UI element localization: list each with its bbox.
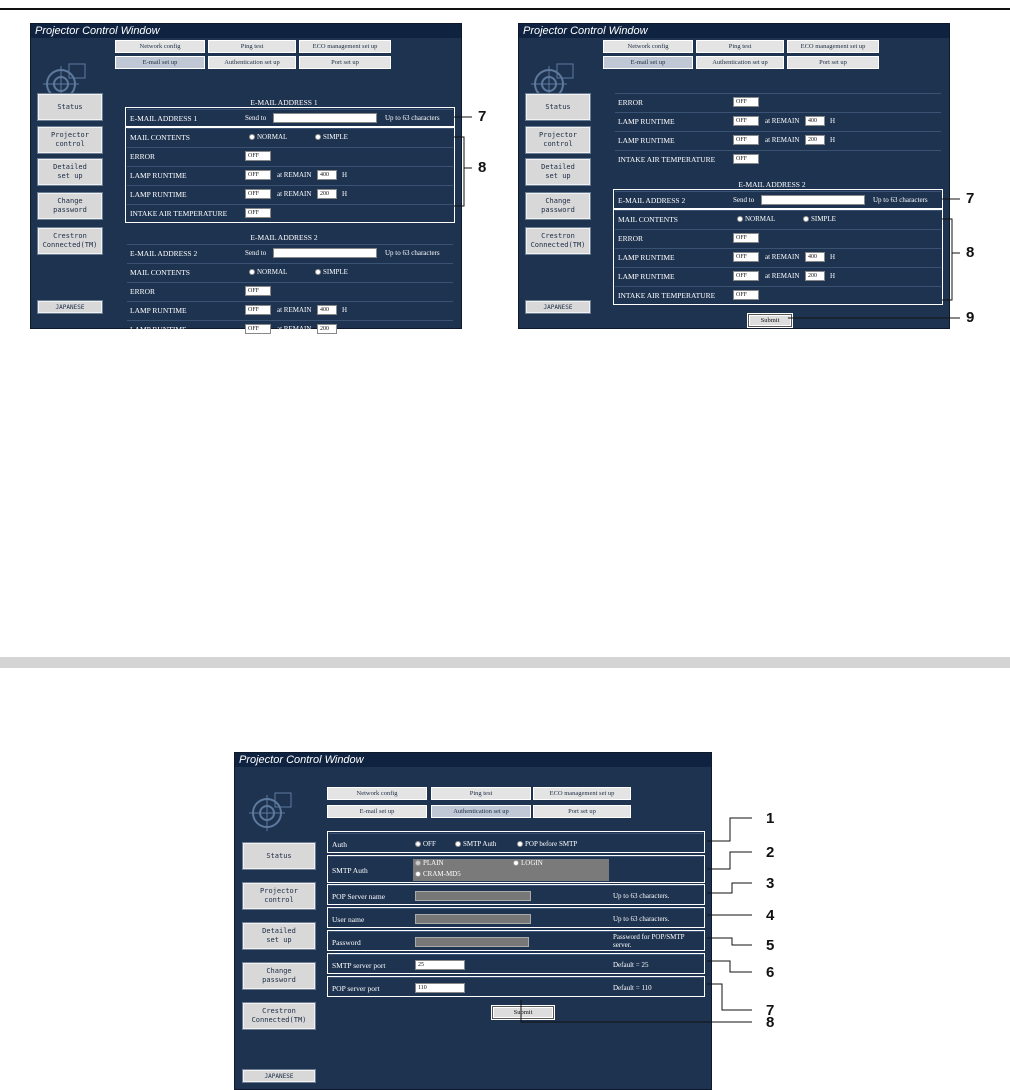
remain-400-input-2[interactable]: 400 (317, 305, 337, 315)
nav-change-password-button[interactable]: Change password (526, 193, 590, 219)
error-select[interactable]: OFF (733, 97, 759, 107)
user-name-row: User name Up to 63 characters. (329, 908, 703, 928)
highlight-box-4 (327, 907, 705, 928)
lamp-runtime-row-1: LAMP RUNTIME OFF at REMAIN 400 H (615, 112, 941, 129)
tab-eco[interactable]: ECO management set up (787, 40, 879, 53)
nav-projector-control-button[interactable]: Projector control (526, 127, 590, 153)
mail-contents-row: MAIL CONTENTS NORMAL SIMPLE (127, 128, 453, 145)
callout-8-top-right: 8 (966, 244, 975, 261)
email-address-2-title: E-MAIL ADDRESS 2 (738, 180, 806, 189)
nav-projector-control-button[interactable]: Projector control (243, 883, 315, 909)
callout-5: 5 (766, 937, 775, 954)
nav-projector-control-button[interactable]: Projector control (38, 127, 102, 153)
callout-4: 4 (766, 907, 775, 924)
email-address-2-row: E-MAIL ADDRESS 2 Send to Up to 63 characters (615, 191, 941, 208)
callout-3: 3 (766, 875, 775, 892)
auth-pop-radio[interactable]: POP before SMTP (517, 840, 577, 848)
tab-email[interactable]: E-mail set up (327, 805, 427, 818)
normal-radio[interactable]: NORMAL (249, 133, 287, 141)
nav-japanese-button[interactable]: JAPANESE (526, 301, 590, 313)
tab-eco[interactable]: ECO management set up (533, 787, 631, 800)
content-panel (603, 38, 941, 328)
email-address-2-input[interactable] (273, 248, 377, 258)
highlight-box-7 (613, 189, 943, 209)
content-panel (319, 767, 707, 1089)
simple-radio-2[interactable]: SIMPLE (315, 268, 348, 276)
normal-radio-2[interactable]: NORMAL (249, 268, 287, 276)
auth-off-radio[interactable]: OFF (415, 840, 436, 848)
remain-400-input[interactable]: 400 (317, 170, 337, 180)
tab-network-config[interactable]: Network config (115, 40, 205, 53)
projector-window-email-1 (30, 23, 462, 334)
lamp-runtime-select-1[interactable]: OFF (733, 116, 759, 126)
remain-200-input[interactable]: 200 (805, 135, 825, 145)
plain-radio[interactable]: PLAIN (415, 859, 444, 867)
mail-contents-row: MAIL CONTENTS NORMAL SIMPLE (615, 210, 941, 227)
error-select[interactable]: OFF (245, 151, 271, 161)
tab-port[interactable]: Port set up (787, 56, 879, 69)
email-address-2-title: E-MAIL ADDRESS 2 (250, 233, 318, 242)
callout-7-top-right: 7 (966, 190, 975, 207)
nav-status-button[interactable]: Status (526, 94, 590, 120)
highlight-box-9 (747, 313, 793, 328)
callout-6: 6 (766, 964, 775, 981)
error-row: ERROR OFF (615, 93, 941, 110)
login-radio[interactable]: LOGIN (513, 859, 543, 867)
lamp-runtime-select-3[interactable]: OFF (733, 252, 759, 262)
remain-200-input-2[interactable]: 200 (317, 324, 337, 334)
tab-network-config[interactable]: Network config (603, 40, 693, 53)
lamp-runtime-select-1[interactable]: OFF (245, 170, 271, 180)
callout-1: 1 (766, 810, 775, 827)
tab-ping-test[interactable]: Ping test (696, 40, 784, 53)
nav-japanese-button[interactable]: JAPANESE (38, 301, 102, 313)
lamp-runtime-row-3: LAMP RUNTIME OFF at REMAIN 400 H (615, 248, 941, 265)
window-title: Projector Control Window (31, 24, 461, 38)
lamp-runtime-row-2: LAMP RUNTIME OFF at REMAIN 200 H (127, 185, 453, 202)
highlight-box-8 (125, 127, 455, 223)
tab-auth[interactable]: Authentication set up (696, 56, 784, 69)
lamp-runtime-select-4[interactable]: OFF (245, 324, 271, 334)
tab-auth[interactable]: Authentication set up (208, 56, 296, 69)
error-row-2: ERROR OFF (615, 229, 941, 246)
section-divider (0, 657, 1010, 668)
tab-auth[interactable]: Authentication set up (431, 805, 531, 818)
smtp-auth-row: SMTP Auth PLAIN LOGIN CRAM-MD5 (329, 856, 703, 882)
highlight-box-3 (327, 884, 705, 905)
tab-ping-test[interactable]: Ping test (431, 787, 531, 800)
nav-status-button[interactable]: Status (243, 843, 315, 869)
intake-air-row: INTAKE AIR TEMPERATURE OFF (615, 150, 941, 167)
auth-smtp-radio[interactable]: SMTP Auth (455, 840, 496, 848)
nav-detailed-setup-button[interactable]: Detailed set up (526, 159, 590, 185)
callout-2: 2 (766, 844, 775, 861)
tab-eco[interactable]: ECO management set up (299, 40, 391, 53)
projector-window-email-2 (518, 23, 950, 329)
projector-window-auth (234, 752, 712, 1090)
lamp-runtime-row-2: LAMP RUNTIME OFF at REMAIN 200 H (615, 131, 941, 148)
auth-row: Auth OFF SMTP Auth POP before SMTP (329, 833, 703, 853)
tab-email[interactable]: E-mail set up (115, 56, 205, 69)
nav-change-password-button[interactable]: Change password (243, 963, 315, 989)
highlight-box-8 (491, 1005, 555, 1020)
sidebar (31, 38, 103, 328)
smtp-port-row: SMTP server port 25 Default = 25 (329, 954, 703, 974)
cram-md5-radio[interactable]: CRAM-MD5 (415, 870, 461, 878)
smtp-port-input[interactable]: 25 (415, 960, 465, 970)
lamp-runtime-row-3: LAMP RUNTIME OFF at REMAIN 400 H (127, 301, 453, 318)
lamp-runtime-select-2[interactable]: OFF (245, 189, 271, 199)
lamp-runtime-select-3[interactable]: OFF (245, 305, 271, 315)
mail-contents-row-2: MAIL CONTENTS NORMAL SIMPLE (127, 263, 453, 280)
tab-network-config[interactable]: Network config (327, 787, 427, 800)
intake-air-row: INTAKE AIR TEMPERATURE OFF (127, 204, 453, 221)
email-address-1-row: E-MAIL ADDRESS 1 Send to Up to 63 characters (127, 109, 453, 126)
tab-port[interactable]: Port set up (299, 56, 391, 69)
projector-logo-icon (249, 791, 293, 831)
window-title: Projector Control Window (519, 24, 949, 38)
lamp-runtime-row-4: LAMP RUNTIME OFF at REMAIN 200 H (615, 267, 941, 284)
nav-japanese-button[interactable]: JAPANESE (243, 1070, 315, 1082)
highlight-box-7 (327, 976, 705, 997)
nav-crestron-button[interactable]: Crestron Connected(TM) (243, 1003, 315, 1029)
pop-port-input[interactable]: 110 (415, 983, 465, 993)
remain-400-input[interactable]: 400 (805, 116, 825, 126)
error-row: ERROR OFF (127, 147, 453, 164)
submit-button[interactable]: Submit (493, 1007, 553, 1018)
lamp-runtime-row-4: LAMP RUNTIME OFF at REMAIN 200 (127, 320, 453, 337)
error-row-2: ERROR OFF (127, 282, 453, 299)
lamp-runtime-select-4[interactable]: OFF (733, 271, 759, 281)
lamp-runtime-select-2[interactable]: OFF (733, 135, 759, 145)
highlight-box-6 (327, 953, 705, 974)
tab-email[interactable]: E-mail set up (603, 56, 693, 69)
remain-200-input-2[interactable]: 200 (805, 271, 825, 281)
content-panel (115, 38, 453, 334)
nav-detailed-setup-button[interactable]: Detailed set up (38, 159, 102, 185)
error-select-2[interactable]: OFF (733, 233, 759, 243)
top-rule (0, 8, 1010, 10)
password-row: Password Password for POP/SMTP server. (329, 931, 703, 951)
highlight-box-8 (613, 209, 943, 305)
simple-radio[interactable]: SIMPLE (315, 133, 348, 141)
remain-400-input-2[interactable]: 400 (805, 252, 825, 262)
remain-200-input[interactable]: 200 (317, 189, 337, 199)
email-address-1-title: E-MAIL ADDRESS 1 (250, 98, 318, 107)
intake-air-select-2[interactable]: OFF (733, 290, 759, 300)
intake-air-select[interactable]: OFF (245, 208, 271, 218)
pop-port-row: POP server port 110 Default = 110 (329, 977, 703, 997)
intake-air-row-2: INTAKE AIR TEMPERATURE OFF (615, 286, 941, 303)
email-address-2-row: E-MAIL ADDRESS 2 Send to Up to 63 characters (127, 244, 453, 261)
tab-port[interactable]: Port set up (533, 805, 631, 818)
lamp-runtime-row-1: LAMP RUNTIME OFF at REMAIN 400 H (127, 166, 453, 183)
sidebar (519, 38, 591, 328)
highlight-box-5 (327, 930, 705, 951)
callout-8-top-left: 8 (478, 159, 487, 176)
pop-server-name-row: POP Server name Up to 63 characters. (329, 885, 703, 905)
nav-status-button[interactable]: Status (38, 94, 102, 120)
callout-7-top-left: 7 (478, 108, 487, 125)
highlight-box-2 (327, 855, 705, 883)
callout-9-top-right: 9 (966, 309, 975, 326)
error-select-2[interactable]: OFF (245, 286, 271, 296)
simple-radio[interactable]: SIMPLE (803, 215, 836, 223)
sidebar (235, 767, 319, 1089)
nav-crestron-button[interactable]: Crestron Connected(TM) (38, 228, 102, 254)
submit-button[interactable]: Submit (749, 315, 791, 326)
intake-air-select[interactable]: OFF (733, 154, 759, 164)
normal-radio[interactable]: NORMAL (737, 215, 775, 223)
highlight-box-1 (327, 831, 705, 853)
nav-crestron-button[interactable]: Crestron Connected(TM) (526, 228, 590, 254)
callout-8: 8 (766, 1014, 775, 1031)
nav-detailed-setup-button[interactable]: Detailed set up (243, 923, 315, 949)
callout-7: 7 (766, 1002, 775, 1019)
window-title: Projector Control Window (235, 753, 711, 767)
highlight-box-7 (125, 107, 455, 127)
nav-change-password-button[interactable]: Change password (38, 193, 102, 219)
tab-ping-test[interactable]: Ping test (208, 40, 296, 53)
